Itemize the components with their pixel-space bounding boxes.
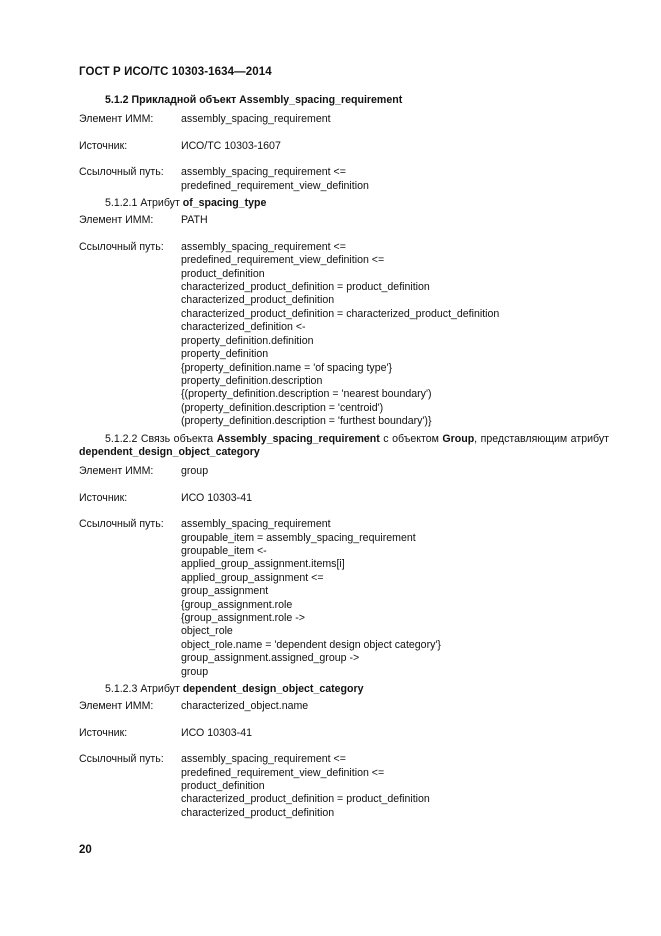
reference-path-row — [79, 241, 609, 429]
element-row — [79, 465, 609, 478]
path-line: group — [181, 665, 209, 678]
path-line: groupable_item = assembly_spacing_requirement — [181, 531, 416, 544]
path-line: product_definition — [181, 267, 265, 280]
element-row — [79, 113, 609, 126]
heading-suffix: , представляющим атрибут — [474, 432, 609, 445]
path-line: applied_group_assignment <= — [181, 571, 324, 584]
path-line: predefined_requirement_view_definition <= — [181, 766, 385, 779]
path-line: characterized_product_definition = product_definition — [181, 793, 430, 806]
section-heading-5-1-2-1 — [79, 197, 609, 210]
reference-path — [181, 241, 609, 429]
reference-path-label: Ссылочный путь: — [79, 518, 164, 531]
heading-attribute: dependent_design_object_category — [79, 445, 260, 458]
section-heading-5-1-2-2 — [79, 433, 609, 460]
element-value: assembly_spacing_requirement — [181, 113, 331, 126]
source-value: ИСО/ТС 10303-1607 — [181, 139, 281, 152]
path-line: assembly_spacing_requirement <= — [181, 240, 346, 253]
heading-target-entity: Group — [442, 432, 475, 445]
heading-prefix: 5.1.2.1 Атрибут — [105, 197, 183, 210]
path-line: group_assignment — [181, 585, 269, 598]
source-row — [79, 140, 609, 153]
reference-path-row — [79, 166, 609, 193]
element-value: group — [181, 465, 209, 478]
path-line: property_definition.description — [181, 374, 323, 387]
element-label: Элемент ИММ: — [79, 700, 154, 713]
path-line: characterized_product_definition — [181, 294, 335, 307]
reference-path-row — [79, 753, 609, 820]
path-line: characterized_product_definition — [181, 806, 335, 819]
section-heading-5-1-2: 5.1.2 Прикладной объект Assembly_spacing_requirement — [105, 94, 403, 106]
source-value: ИСО 10303-41 — [181, 491, 252, 504]
path-line: assembly_spacing_requirement <= — [181, 166, 346, 179]
heading-prefix: 5.1.2.2 Связь объекта — [105, 432, 217, 445]
path-line: (property_definition.description = 'centroid') — [181, 401, 384, 414]
path-line: {(property_definition.description = 'nearest boundary') — [181, 388, 432, 401]
heading-attribute: of_spacing_type — [182, 197, 267, 210]
path-line: predefined_requirement_view_definition <= — [181, 254, 385, 267]
path-line: {property_definition.name = 'of spacing type'} — [181, 361, 393, 374]
path-line: assembly_spacing_requirement — [181, 518, 331, 531]
path-line: predefined_requirement_view_definition — [181, 179, 369, 192]
element-row — [79, 700, 609, 713]
heading-attribute: dependent_design_object_category — [182, 683, 364, 696]
path-line: applied_group_assignment.items[i] — [181, 558, 345, 571]
element-label: Элемент ИММ: — [79, 465, 154, 478]
path-line: {group_assignment.role -> — [181, 612, 305, 624]
path-line: object_role — [181, 625, 233, 638]
reference-path — [181, 518, 609, 679]
page-number: 20 — [79, 844, 92, 856]
path-line: product_definition — [181, 780, 265, 793]
path-line: property_definition — [181, 348, 269, 361]
path-line: object_role.name = 'dependent design object category'} — [181, 638, 441, 651]
element-value: PATH — [181, 214, 208, 227]
source-value: ИСО 10303-41 — [181, 726, 252, 739]
path-line: assembly_spacing_requirement <= — [181, 753, 346, 766]
path-line: characterized_definition <- — [181, 321, 306, 334]
path-line: property_definition.definition — [181, 334, 314, 347]
heading-middle: с объектом — [379, 432, 443, 445]
reference-path — [181, 166, 609, 193]
path-line: characterized_product_definition = product_definition — [181, 281, 430, 294]
source-row — [79, 492, 609, 505]
document-header: ГОСТ Р ИСО/ТС 10303-1634—2014 — [79, 66, 272, 78]
section-heading-5-1-2-3 — [79, 683, 609, 696]
document-body — [79, 94, 609, 824]
element-label: Элемент ИММ: — [79, 113, 154, 126]
source-row — [79, 727, 609, 740]
heading-prefix: 5.1.2.3 Атрибут — [105, 683, 183, 696]
reference-path-label: Ссылочный путь: — [79, 753, 164, 766]
source-label: Источник: — [79, 139, 128, 152]
path-line: (property_definition.description = 'furthest boundary')} — [181, 415, 432, 428]
element-value: characterized_object.name — [181, 700, 309, 713]
path-line: {group_assignment.role — [181, 598, 293, 611]
path-line: group_assignment.assigned_group -> — [181, 652, 360, 665]
reference-path-label: Ссылочный путь: — [79, 166, 164, 179]
source-label: Источник: — [79, 491, 128, 504]
reference-path-row — [79, 518, 609, 679]
path-line: groupable_item <- — [181, 544, 267, 557]
element-row — [79, 214, 609, 227]
reference-path-label: Ссылочный путь: — [79, 240, 164, 253]
source-label: Источник: — [79, 726, 128, 739]
heading-entity: Assembly_spacing_requirement — [216, 432, 380, 445]
path-line: characterized_product_definition = characterized_product_definition — [181, 307, 500, 320]
reference-path — [181, 753, 609, 820]
element-label: Элемент ИММ: — [79, 214, 154, 227]
